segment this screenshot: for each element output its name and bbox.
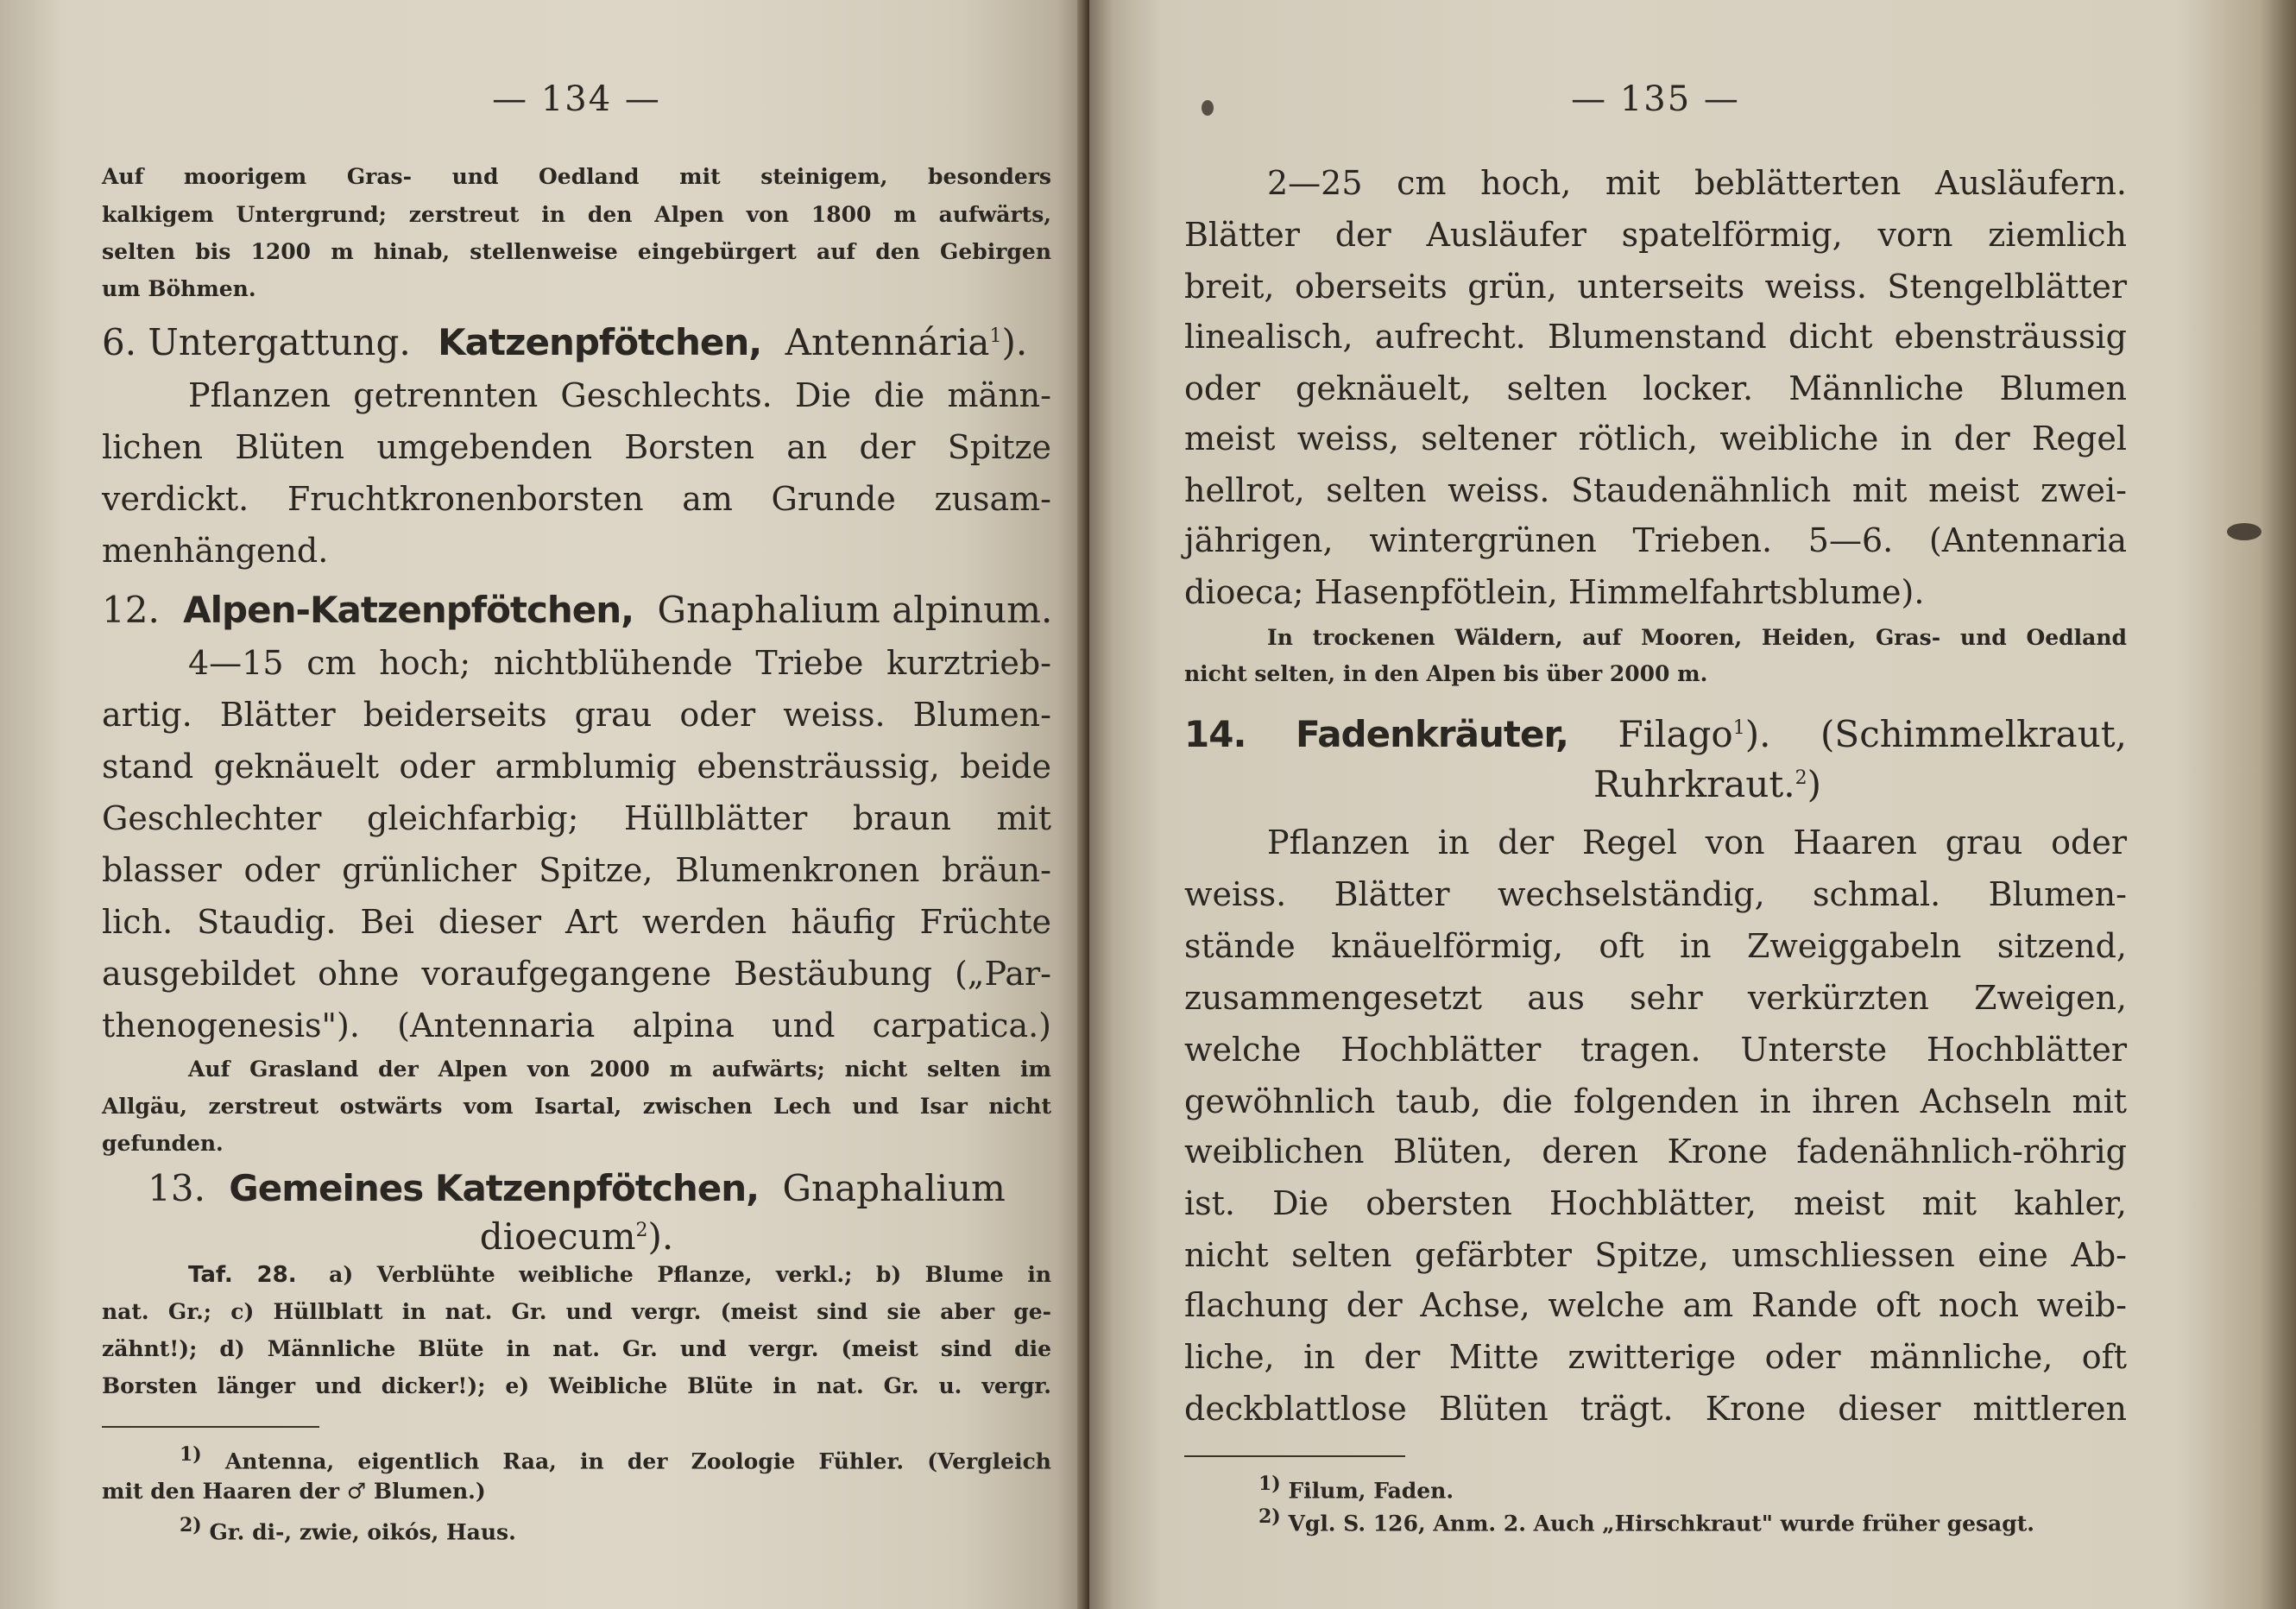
plate-caption: zähnt!); d) Männliche Blüte in nat. Gr. und vergr. (meist sind die	[102, 1336, 1051, 1361]
species-number: 13.	[148, 1167, 205, 1209]
species-number: 12.	[102, 589, 160, 631]
description-line: weiss. Blätter wechselständig, schmal. Blumen-	[1184, 875, 2127, 913]
description-line: Pflanzen in der Regel von Haaren grau oder	[1267, 823, 2127, 861]
description-line: weiblichen Blüten, deren Krone fadenähnlich-röhrig	[1184, 1133, 2127, 1170]
description-line: thenogenesis"). (Antennaria alpina und carpatica.)	[102, 1006, 1051, 1044]
genus-latin: Filago$^1$).	[1618, 713, 1771, 755]
description-line: deckblattlose Blüten trägt. Krone dieser mittleren	[1184, 1390, 2127, 1428]
genus-name: Fadenkräuter,	[1295, 713, 1568, 755]
footnote-divider	[102, 1426, 319, 1428]
description-line: 4—15 cm hoch; nichtblühende Triebe kurztrieb-	[188, 644, 1051, 682]
habitat-text: kalkigem Untergrund; zerstreut in den Alpen von 1800 m aufwärts,	[102, 202, 1051, 227]
description-line: jährigen, wintergrünen Trieben. 5—6. (Antennaria	[1184, 521, 2127, 559]
footnote: $^{1)}$ Filum, Faden.	[1258, 1473, 1454, 1504]
description-line: ausgebildet ohne voraufgegangene Bestäubung („Par-	[102, 955, 1051, 993]
genus-number: 14.	[1184, 713, 1246, 755]
footnote-mark: 1	[989, 325, 1002, 347]
right-page	[1089, 0, 2296, 1609]
footnote: $^{2)}$ Vgl. S. 126, Anm. 2. Auch „Hirschkraut" wurde früher gesagt.	[1258, 1505, 2034, 1536]
description-line: hellrot, selten weiss. Staudenähnlich mit meist zwei-	[1184, 471, 2127, 509]
footnote-mark: 2)	[1258, 1505, 1281, 1528]
description-line: stand geknäuelt oder armblumig ebensträussig, beide	[102, 748, 1051, 786]
genus-synonym: (Schimmelkraut,	[1820, 713, 2127, 755]
description-line: meist weiss, seltener rötlich, weibliche in der Regel	[1184, 420, 2127, 457]
ink-spot	[2227, 523, 2261, 540]
footnote-mark: 2)	[180, 1514, 202, 1536]
species-heading	[102, 589, 1051, 631]
species-latin-continued: dioecum$^2$).	[479, 1215, 674, 1258]
habitat-text: Auf moorigem Gras- und Oedland mit steinigem, besonders	[102, 164, 1051, 189]
description-line: 2—25 cm hoch, mit beblätterten Ausläufern.	[1267, 164, 2127, 202]
punctuation: ).	[647, 1215, 674, 1258]
description-line: linealisch, aufrecht. Blumenstand dicht ebensträussig	[1184, 318, 2127, 356]
plate-caption: Taf. 28. a) Verblühte weibliche Pflanze, verkl.; b) Blume in	[188, 1262, 1051, 1288]
footnote-mark: 2	[1795, 767, 1807, 789]
description-line: dioeca; Hasenpfötlein, Himmelfahrtsblume).	[1184, 573, 1925, 611]
description-line: artig. Blätter beiderseits grau oder weiss. Blumen-	[102, 696, 1051, 734]
habitat-text: nicht selten, in den Alpen bis über 2000 m.	[1184, 661, 1708, 686]
species-latin: Gnaphalium	[782, 1167, 1006, 1209]
plate-caption: nat. Gr.; c) Hüllblatt in nat. Gr. und vergr. (meist sind sie aber ge-	[102, 1299, 1051, 1324]
subgenus-latin: Antennária	[785, 321, 990, 363]
footnote-mark: 1)	[180, 1443, 202, 1466]
description-line: lich. Staudig. Bei dieser Art werden häufig Früchte	[102, 903, 1051, 941]
description-line: welche Hochblätter tragen. Unterste Hochblätter	[1184, 1031, 2127, 1069]
left-page	[0, 0, 1089, 1609]
habitat-text: um Böhmen.	[102, 276, 256, 301]
page-number: — 135 —	[1571, 79, 1740, 119]
species-name: Gemeines Katzenpfötchen,	[229, 1167, 760, 1209]
footnote-mark: 1)	[1258, 1473, 1281, 1495]
habitat-text: Allgäu, zerstreut ostwärts vom Isartal, zwischen Lech und Isar nicht	[102, 1094, 1051, 1119]
description-line: verdickt. Fruchtkronenborsten am Grunde zusam-	[102, 480, 1051, 518]
footnote-mark: 1	[1732, 717, 1745, 739]
description-line: lichen Blüten umgebenden Borsten an der Spitze	[102, 428, 1051, 466]
description-line: gewöhnlich taub, die folgenden in ihren Achseln mit	[1184, 1082, 2127, 1120]
punctuation: ).	[1744, 713, 1771, 755]
description-line: Pflanzen getrennten Geschlechts. Die die männ-	[188, 376, 1051, 414]
description-line: stände knäuelförmig, oft in Zweiggabeln sitzend,	[1184, 927, 2127, 965]
footnote-divider	[1184, 1455, 1405, 1457]
genus-heading	[1184, 713, 2127, 755]
description-line: Blätter der Ausläufer spatelförmig, vorn ziemlich	[1184, 216, 2127, 254]
habitat-text: Auf Grasland der Alpen von 2000 m aufwärts; nicht selten im	[188, 1057, 1051, 1082]
species-heading	[102, 1167, 1051, 1209]
subgenus-label: 6. Untergattung.	[102, 321, 411, 363]
plate-caption: Borsten länger und dicker!); e) Weibliche Blüte in nat. Gr. u. vergr.	[102, 1373, 1051, 1398]
subgenus-name: Katzenpfötchen,	[438, 321, 762, 363]
description-line: ist. Die obersten Hochblätter, meist mit kahler,	[1184, 1184, 2127, 1222]
habitat-text: In trockenen Wäldern, auf Mooren, Heiden, Gras- und Oedland	[1267, 625, 2127, 650]
footnote: mit den Haaren der ♂ Blumen.)	[102, 1479, 486, 1504]
punctuation: )	[1807, 763, 1822, 805]
species-name: Alpen-Katzenpfötchen,	[183, 589, 634, 631]
description-line: Geschlechter gleichfarbig; Hüllblätter braun mit	[102, 799, 1051, 837]
description-line: blasser oder grünlicher Spitze, Blumenkronen bräun-	[102, 851, 1051, 889]
habitat-text: gefunden.	[102, 1131, 224, 1156]
punctuation: ).	[1001, 321, 1028, 363]
footnote: $^{1)}$ Antenna, eigentlich Raa, in der Zoologie Fühler. (Vergleich	[180, 1443, 1051, 1474]
description-line: zusammengesetzt aus sehr verkürzten Zweigen,	[1184, 979, 2127, 1017]
description-line: menhängend.	[102, 532, 329, 570]
footnote: $^{2)}$ Gr. di-, zwie, oikós, Haus.	[180, 1514, 516, 1545]
species-latin: Gnaphalium alpinum.	[657, 589, 1053, 631]
habitat-text: selten bis 1200 m hinab, stellenweise eingebürgert auf den Gebirgen	[102, 239, 1051, 264]
plate-label: Taf. 28.	[188, 1262, 297, 1288]
description-line: nicht selten gefärbter Spitze, umschliessen eine Ab-	[1184, 1236, 2127, 1274]
genus-synonym-continued: Ruhrkraut.$^2$)	[1593, 763, 1822, 805]
description-line: oder geknäuelt, selten locker. Männliche Blumen	[1184, 369, 2127, 407]
description-line: flachung der Achse, welche am Rande oft noch weib-	[1184, 1286, 2127, 1324]
description-line: breit, oberseits grün, unterseits weiss. Stengelblätter	[1184, 268, 2127, 306]
description-line: liche, in der Mitte zwitterige oder männliche, oft	[1184, 1338, 2127, 1376]
page-number: — 134 —	[492, 79, 661, 119]
footnote-mark: 2	[635, 1220, 648, 1241]
subgenus-heading	[102, 321, 1051, 363]
